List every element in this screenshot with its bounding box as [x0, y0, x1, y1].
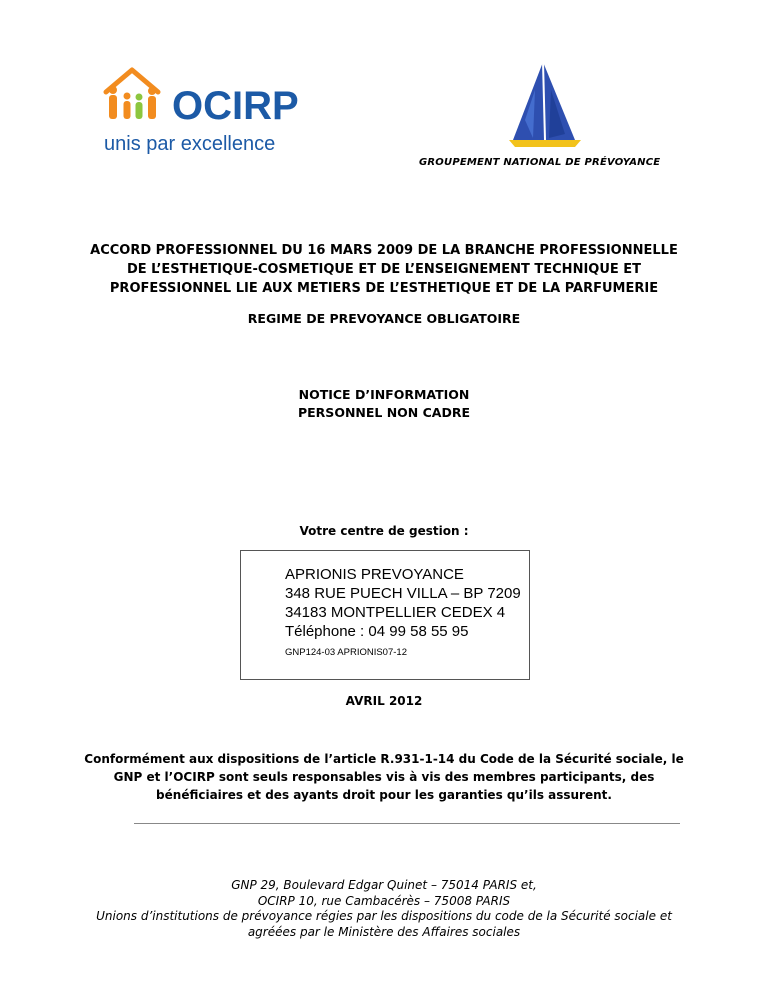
footer [0, 878, 768, 940]
disclaimer-line: Conformément aux dispositions de l’article R.931-1-14 du Code de la Sécurité sociale, le [84, 752, 684, 766]
address-line: APRIONIS PREVOYANCE [285, 566, 464, 583]
sail-icon [505, 60, 585, 150]
footer-line: agréées par le Ministère des Affaires sociales [247, 924, 521, 939]
disclaimer [0, 750, 768, 804]
address-box [240, 550, 530, 680]
divider [134, 823, 680, 824]
notice-line: PERSONNEL NON CADRE [297, 405, 471, 420]
notice-heading [0, 386, 768, 422]
ocirp-tagline: unis par excellence [104, 133, 276, 155]
footer-line: Unions d’institutions de prévoyance régies par les dispositions du code de la Sécurité sociale et [96, 909, 672, 923]
regime-heading: REGIME DE PREVOYANCE OBLIGATOIRE [247, 311, 521, 326]
disclaimer-line: GNP et l’OCIRP sont seuls responsables vis à vis des membres participants, des [113, 770, 655, 784]
gnp-sail-logo [505, 60, 585, 150]
centre-label: Votre centre de gestion : [299, 524, 469, 538]
title-line: PROFESSIONNEL LIE AUX METIERS DE L’ESTHETIQUE ET DE LA PARFUMERIE [109, 281, 659, 296]
ocirp-family-icon [100, 64, 180, 134]
reference-code: GNP124-03 APRIONIS07-12 [285, 647, 407, 658]
title-line: DE L’ESTHETIQUE-COSMETIQUE ET DE L’ENSEIGNEMENT TECHNIQUE ET [126, 262, 642, 277]
phone-line: Téléphone : 04 99 58 55 95 [285, 623, 469, 640]
footer-line: OCIRP 10, rue Cambacérès – 75008 PARIS [257, 893, 511, 908]
ocirp-wordmark: OCIRP [172, 84, 299, 128]
address-line: 348 RUE PUECH VILLA – BP 7209 [285, 585, 521, 602]
gnp-name: GROUPEMENT NATIONAL DE PRÉVOYANCE [419, 157, 661, 168]
footer-line: GNP 29, Boulevard Edgar Quinet – 75014 PARIS et, [231, 878, 537, 892]
address-lines [285, 565, 521, 641]
publication-date: AVRIL 2012 [345, 694, 423, 708]
disclaimer-line: bénéficiaires et des ayants droit pour les garanties qu’ils assurent. [156, 788, 612, 802]
address-line: 34183 MONTPELLIER CEDEX 4 [285, 604, 506, 621]
document-title [0, 241, 768, 298]
notice-line: NOTICE D’INFORMATION [298, 387, 470, 402]
title-line: ACCORD PROFESSIONNEL DU 16 MARS 2009 DE LA BRANCHE PROFESSIONNELLE [90, 243, 678, 258]
